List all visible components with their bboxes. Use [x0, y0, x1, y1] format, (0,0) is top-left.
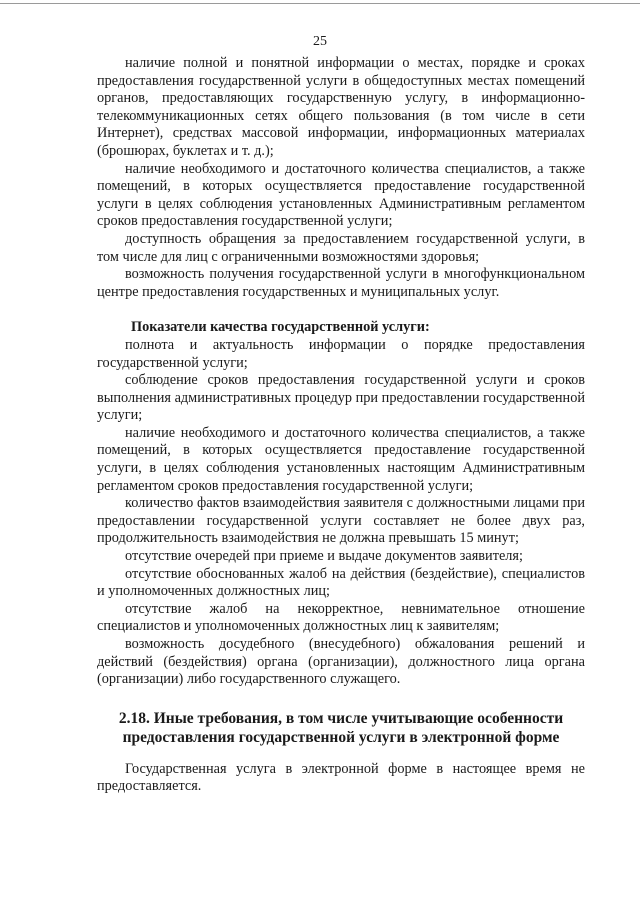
availability-item-mfc: возможность получения государственной услуги в многофункциональном центре предоставления государственных и муниципальных услуг. [97, 266, 585, 300]
quality-item-completeness: полнота и актуальность информации о порядке предоставления государственной услуги; [97, 336, 585, 371]
section-2-18-heading [97, 709, 585, 747]
section-heading-line-1: 2.18. Иные требования, в том числе учитывающие особенности [118, 709, 564, 727]
quality-item-pretrial-appeal: возможность досудебного (внесудебного) обжалования решений и действий (бездействия) органа (организации), должностного лица органа (организации) либо государственного служащего. [97, 636, 585, 688]
quality-item-no-queues: отсутствие очередей при приеме и выдаче документов заявителя; [125, 548, 523, 565]
quality-item-no-justified-complaints: отсутствие обоснованных жалоб на действия (бездействие), специалистов и уполномоченных должностных лиц; [97, 565, 585, 600]
quality-item-no-attitude-complaints: отсутствие жалоб на некорректное, невнимательное отношение специалистов и уполномоченных должностных лиц к заявителям; [97, 600, 585, 635]
document-body [97, 55, 585, 796]
quality-item-deadlines: соблюдение сроков предоставления государственной услуги и сроков выполнения административных процедур при предоставлении государственной услуги; [97, 372, 585, 424]
scan-top-edge-line [0, 3, 640, 4]
quality-item-interactions: количество фактов взаимодействия заявителя с должностными лицами при предоставлении государственной услуги составляет не более двух раз, продолжительность взаимодействия не должна превышать 15 минут; [97, 495, 585, 547]
section-heading-line-2: предоставления государственной услуги в электронной форме [122, 728, 560, 746]
electronic-form-paragraph: Государственная услуга в электронной форме в настоящее время не предоставляется. [97, 760, 585, 795]
quality-indicators-heading: Показатели качества государственной услуги: [131, 319, 430, 336]
availability-item-accessibility: доступность обращения за предоставлением государственной услуги, в том числе для лиц с ограниченными возможностями здоровья; [97, 230, 585, 265]
quality-item-specialists: наличие необходимого и достаточного количества специалистов, а также помещений, в которых осуществляется предоставление государственной услуги, в целях соблюдения установленных настоящим Административным регламентом сроков предоставления государственной услуги; [97, 424, 585, 494]
page-number: 25 [313, 34, 327, 49]
availability-item-information: наличие полной и понятной информации о местах, порядке и сроках предоставления государственной услуги в общедоступных местах помещений органов, предоставляющих государственную услугу, в информационно-телекоммуникационных сетях общего пользования (в том числе в сети Интернет), средствах массовой информации, информационных материалах (брошюрах, буклетах и т. д.); [97, 55, 585, 159]
availability-item-specialists: наличие необходимого и достаточного количества специалистов, а также помещений, в которых осуществляется предоставление государственной услуги в целях соблюдения установленных Административным регламентом сроков предоставления государственной услуги; [97, 160, 585, 230]
